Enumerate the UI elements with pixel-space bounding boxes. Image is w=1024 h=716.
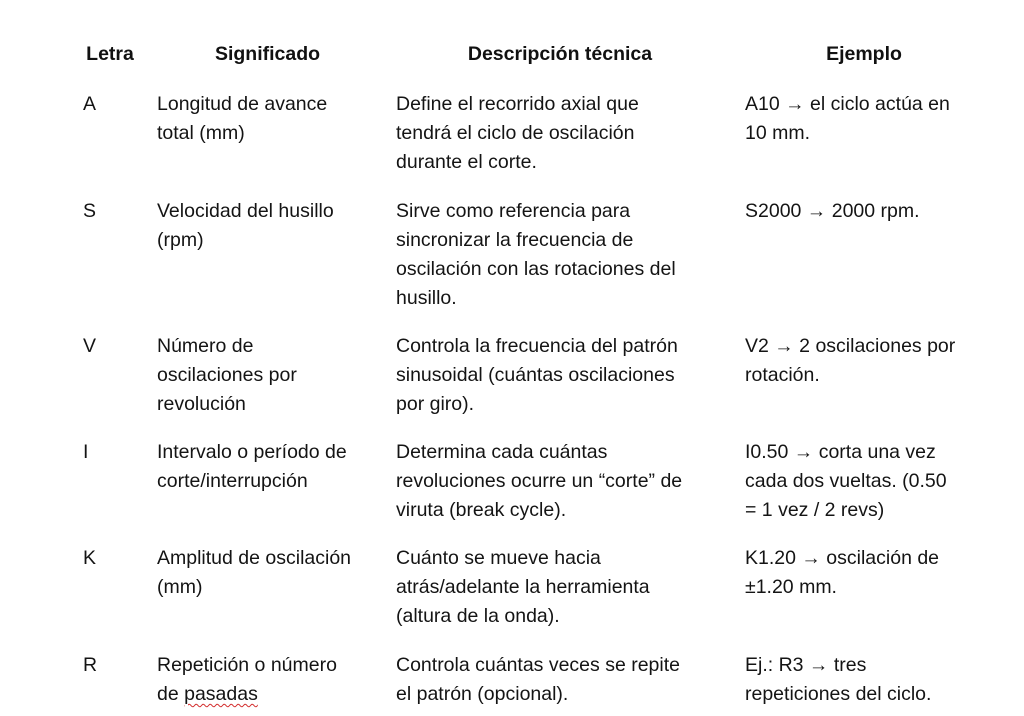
row-a-meaning: Longitud de avance total (mm) bbox=[157, 93, 328, 144]
row-s-example: S2000 → 2000 rpm. bbox=[745, 200, 920, 222]
row-v-meaning: Número de oscilaciones por revolución bbox=[157, 335, 297, 415]
row-k-letter: K bbox=[83, 547, 97, 569]
row-i-example: I0.50 → corta una vez cada dos vueltas. (0.50 = 1 vez / 2 revs) bbox=[745, 441, 947, 521]
row-v-description: Controla la frecuencia del patrón sinusoidal (cuántas oscilaciones por giro). bbox=[396, 335, 678, 415]
row-i-meaning: Intervalo o período de corte/interrupción bbox=[157, 441, 347, 492]
row-a-example: A10 → el ciclo actúa en 10 mm. bbox=[745, 93, 950, 144]
row-r-meaning bbox=[157, 651, 382, 709]
header-meaning: Significado bbox=[214, 43, 321, 65]
row-r-meaning-line1: Repetición o número bbox=[157, 654, 337, 676]
row-k-example: K1.20 → oscilación de ±1.20 mm. bbox=[745, 547, 940, 598]
header-letter: Letra bbox=[86, 43, 134, 65]
header-description: Descripción técnica bbox=[467, 43, 653, 65]
row-r-description: Controla cuántas veces se repite el patrón (opcional). bbox=[396, 654, 680, 705]
row-v-letter: V bbox=[83, 335, 97, 357]
row-v-example: V2 → 2 oscilaciones por rotación. bbox=[745, 335, 956, 386]
row-a-letter: A bbox=[83, 93, 97, 115]
row-r-example: Ej.: R3 → tres repeticiones del ciclo. bbox=[745, 654, 932, 705]
row-k-description: Cuánto se mueve hacia atrás/adelante la herramienta (altura de la onda). bbox=[396, 547, 650, 627]
header-example: Ejemplo bbox=[826, 43, 902, 65]
row-s-description: Sirve como referencia para sincronizar la frecuencia de oscilación con las rotaciones del husillo. bbox=[396, 200, 676, 309]
row-i-letter: I bbox=[83, 441, 89, 463]
row-a-description: Define el recorrido axial que tendrá el ciclo de oscilación durante el corte. bbox=[396, 93, 639, 173]
row-k-meaning: Amplitud de oscilación (mm) bbox=[157, 547, 352, 598]
row-r-meaning-line2-plain: de bbox=[157, 683, 185, 705]
row-r-meaning-line2 bbox=[157, 680, 382, 709]
spellcheck-flagged-word[interactable]: pasadas bbox=[184, 683, 258, 705]
row-r-letter: R bbox=[83, 654, 98, 676]
row-s-meaning: Velocidad del husillo (rpm) bbox=[157, 200, 334, 251]
row-s-letter: S bbox=[83, 200, 97, 222]
row-i-description: Determina cada cuántas revoluciones ocurre un “corte” de viruta (break cycle). bbox=[396, 441, 683, 521]
